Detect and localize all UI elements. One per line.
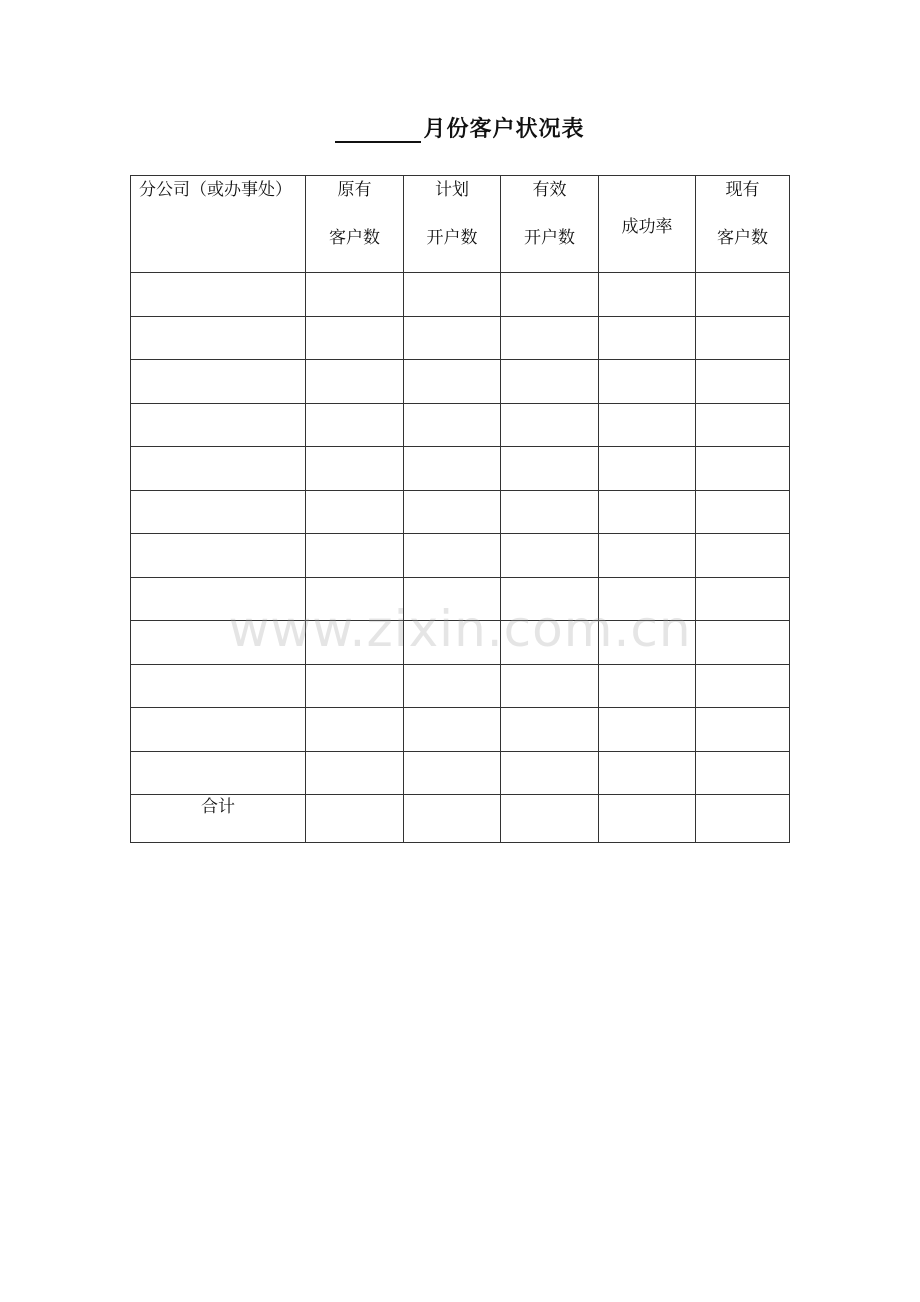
table-cell[interactable] [404, 534, 501, 578]
table-row [131, 621, 790, 665]
table-cell[interactable] [131, 621, 306, 665]
table-cell[interactable] [599, 751, 696, 795]
table-cell[interactable] [696, 490, 790, 534]
table-cell[interactable] [131, 751, 306, 795]
table-cell[interactable] [131, 316, 306, 360]
table-cell[interactable] [404, 360, 501, 404]
page-title [0, 112, 920, 143]
table-cell[interactable] [404, 447, 501, 491]
table-cell[interactable] [599, 708, 696, 752]
table-cell[interactable] [599, 490, 696, 534]
total-cell[interactable] [404, 795, 501, 843]
table-cell[interactable] [131, 708, 306, 752]
table-cell[interactable] [599, 403, 696, 447]
table-cell[interactable] [404, 751, 501, 795]
table-cell[interactable] [696, 360, 790, 404]
table-cell[interactable] [404, 403, 501, 447]
table-cell[interactable] [501, 708, 599, 752]
header-cell-original-customers: 原有 客户数 [306, 176, 404, 273]
total-row [131, 795, 790, 843]
table-row [131, 403, 790, 447]
table-cell[interactable] [599, 664, 696, 708]
table-row [131, 360, 790, 404]
total-cell[interactable] [501, 795, 599, 843]
table-cell[interactable] [599, 534, 696, 578]
table-cell[interactable] [696, 447, 790, 491]
table-cell[interactable] [131, 577, 306, 621]
header-cell-current-customers: 现有 客户数 [696, 176, 790, 273]
table-cell[interactable] [696, 664, 790, 708]
table-cell[interactable] [131, 534, 306, 578]
table-cell[interactable] [306, 708, 404, 752]
month-blank [335, 115, 421, 143]
table-row [131, 708, 790, 752]
table-cell[interactable] [306, 490, 404, 534]
table-cell[interactable] [306, 534, 404, 578]
table-cell[interactable] [599, 621, 696, 665]
table-row [131, 273, 790, 317]
table-cell[interactable] [131, 360, 306, 404]
table-cell[interactable] [404, 708, 501, 752]
table-cell[interactable] [306, 403, 404, 447]
table-cell[interactable] [501, 403, 599, 447]
table-cell[interactable] [306, 621, 404, 665]
table-row [131, 751, 790, 795]
table-cell[interactable] [404, 621, 501, 665]
table-row [131, 664, 790, 708]
table-cell[interactable] [131, 273, 306, 317]
header-cell-success-rate: 成功率 [599, 176, 696, 273]
table-cell[interactable] [306, 316, 404, 360]
table-cell[interactable] [131, 403, 306, 447]
table-cell[interactable] [501, 447, 599, 491]
table-cell[interactable] [501, 621, 599, 665]
total-cell[interactable] [696, 795, 790, 843]
table-cell[interactable] [131, 447, 306, 491]
watermark: www.zixin.com.cn [228, 600, 692, 658]
table-cell[interactable] [404, 490, 501, 534]
table-cell[interactable] [306, 447, 404, 491]
table-cell[interactable] [306, 751, 404, 795]
header-cell-planned-accounts: 计划 开户数 [404, 176, 501, 273]
table-cell[interactable] [696, 751, 790, 795]
table-cell[interactable] [501, 664, 599, 708]
table-cell[interactable] [501, 577, 599, 621]
table-cell[interactable] [501, 534, 599, 578]
table-row [131, 447, 790, 491]
table-cell[interactable] [599, 577, 696, 621]
table-cell[interactable] [599, 447, 696, 491]
table-row [131, 577, 790, 621]
table-cell[interactable] [306, 273, 404, 317]
total-cell[interactable] [599, 795, 696, 843]
header-row [131, 176, 790, 273]
table-cell[interactable] [696, 621, 790, 665]
table-cell[interactable] [501, 360, 599, 404]
table-cell[interactable] [501, 490, 599, 534]
table-cell[interactable] [599, 273, 696, 317]
table-cell[interactable] [696, 534, 790, 578]
table-cell[interactable] [599, 316, 696, 360]
table-cell[interactable] [501, 751, 599, 795]
table-cell[interactable] [696, 403, 790, 447]
table-cell[interactable] [306, 360, 404, 404]
table-cell[interactable] [131, 490, 306, 534]
table-cell[interactable] [404, 664, 501, 708]
table-cell[interactable] [404, 316, 501, 360]
table-row [131, 534, 790, 578]
table-cell[interactable] [404, 577, 501, 621]
table-cell[interactable] [131, 664, 306, 708]
table-cell[interactable] [696, 708, 790, 752]
header-cell-effective-accounts: 有效 开户数 [501, 176, 599, 273]
header-cell-branch: 分公司（或办事处） [131, 176, 306, 273]
table-cell[interactable] [501, 273, 599, 317]
table-row [131, 490, 790, 534]
total-label: 合计 [131, 795, 306, 843]
table-row [131, 316, 790, 360]
table-cell[interactable] [306, 664, 404, 708]
table-cell[interactable] [696, 273, 790, 317]
table-cell[interactable] [404, 273, 501, 317]
title-text: 月份客户状况表 [423, 117, 585, 142]
table-cell[interactable] [696, 316, 790, 360]
table-cell[interactable] [306, 577, 404, 621]
total-cell[interactable] [306, 795, 404, 843]
customer-status-table [130, 175, 790, 843]
table-cell[interactable] [696, 577, 790, 621]
table-cell[interactable] [501, 316, 599, 360]
table-cell[interactable] [599, 360, 696, 404]
